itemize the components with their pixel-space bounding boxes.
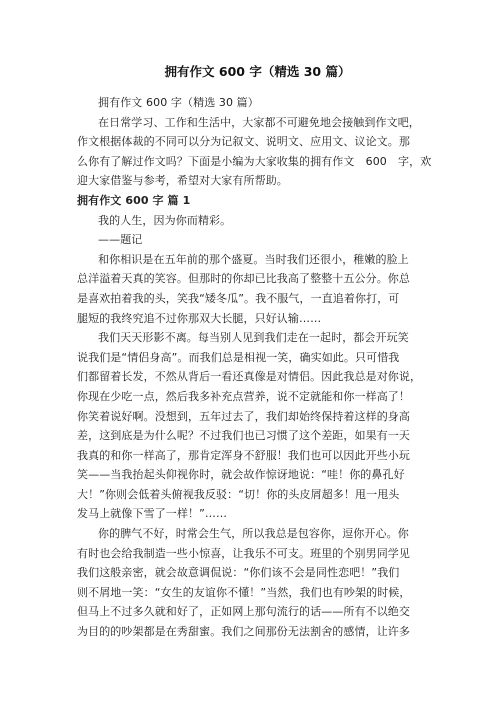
text-line: 拥有作文 600 字（精选 30 篇） — [98, 96, 259, 109]
text-line: 有时也会给我制造一些小惊喜，让我乐不可支。班里的个别男同学见 — [77, 546, 410, 560]
text-line: 和你相识是在五年前的那个盛夏。当时我们还很小，稚嫩的脸上 — [98, 252, 409, 266]
document-body — [77, 93, 438, 642]
text-line: 则不屑地一笑：“女生的友谊你不懂！”当然，我们也有吵架的时候， — [77, 585, 411, 599]
text-line: ——题记 — [98, 233, 143, 247]
text-line: 笑——当我抬起头仰视你时，就会故作惊讶地说：“哇！你的鼻孔好 — [77, 468, 405, 482]
text-line: 但马上不过多久就和好了，正如网上那句流行的话——所有不以绝交 — [77, 605, 410, 619]
text-line: 我的人生，因为你而精彩。 — [98, 213, 232, 227]
text-line: 大！”你则会低着头俯视我反驳：“切！你的头皮屑超多！甩一甩头 — [77, 487, 400, 501]
text-line: 为目的的吵架都是在秀甜蜜。我们之间那份无法割舍的感情，让许多 — [77, 625, 410, 639]
text-line: 我真的和你一样高了，那肯定浑身不舒服！我们也可以因此开些小玩 — [77, 448, 410, 462]
text-line: 我们天天形影不离。每当别人见到我们走在一起时，都会开玩笑 — [98, 331, 409, 345]
text-line: 你笑着说好啊。没想到，五年过去了，我们却始终保持着这样的身高 — [77, 409, 410, 423]
text-line: 在日常学习、工作和生活中，大家都不可避免地会接触到作文吧， — [98, 115, 420, 129]
text-line: 总洋溢着天真的笑容。但那时的你却已比我高了整整十五公分。你总 — [77, 272, 410, 286]
text-line: 们都留着长发，不然从背后一看还真像是对情侣。因此我总是对你说， — [77, 370, 422, 384]
text-line: 差，这到底是为什么呢？不过我们也已习惯了这个差距，如果有一天 — [77, 429, 410, 443]
text-line: 你的脾气不好，时常会生气，所以我总是包容你，逗你开心。你 — [98, 527, 409, 541]
text-line: 发马上就像下雪了一样！”…… — [77, 507, 228, 521]
section-heading: 拥有作文 600 字 篇 1 — [77, 193, 191, 207]
text-line: 我们这般亲密，就会故意调侃说：“你们该不会是同性恋吧！”我们 — [77, 566, 400, 580]
text-line: 作文根据体裁的不同可以分为记叙文、说明文、应用文、议论文。那 — [77, 135, 410, 149]
text-line: 迎大家借鉴与参考，希望对大家有所帮助。 — [77, 174, 288, 188]
document-title: 拥有作文 600 字（精选 30 篇） — [164, 64, 351, 79]
text-line: 腿短的我终究追不过你那双大长腿，只好认输…… — [77, 311, 322, 325]
text-line: 是喜欢拍着我的头，笑我“矮冬瓜”。我不服气，一直追着你打，可 — [77, 291, 400, 305]
text-line: 说我们是“情侣身高”。而我们总是相视一笑，确实如此。只可惜我 — [77, 350, 400, 364]
text-line: 么你有了解过作文吗？下面是小编为大家收集的拥有作文 600 字，欢 — [77, 154, 432, 168]
text-line: 你现在少吃一点，然后我多补充点营养，说不定就能和你一样高了！ — [77, 389, 410, 403]
